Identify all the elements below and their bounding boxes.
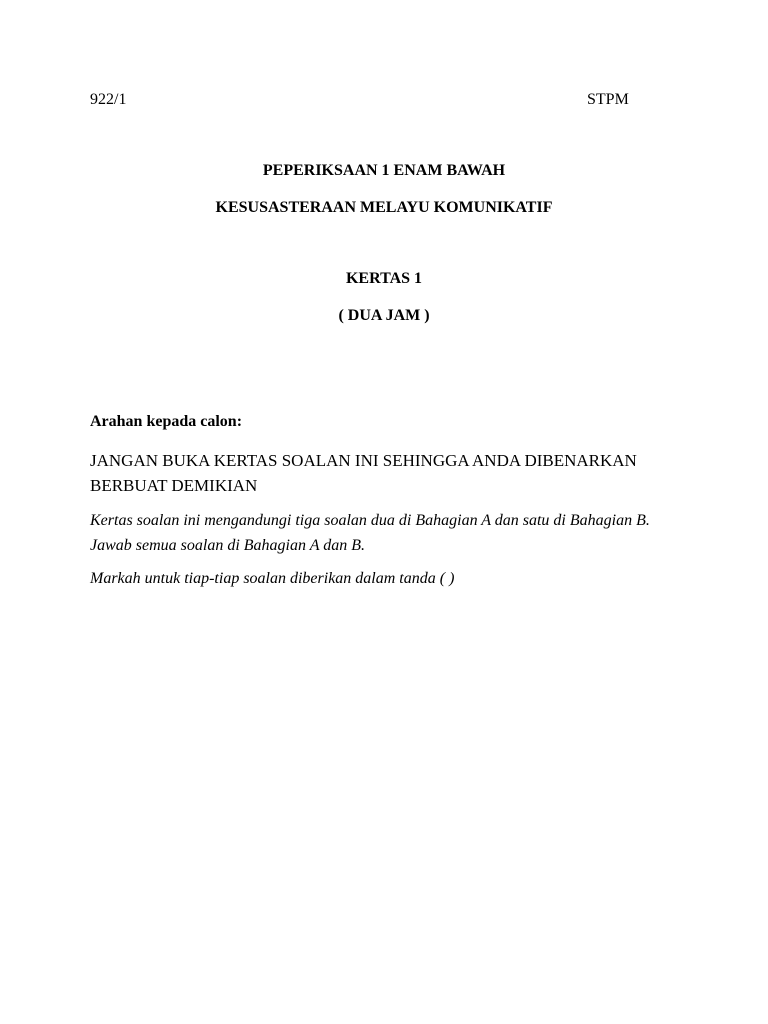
subject-title: KESUSASTERAAN MELAYU KOMUNIKATIF — [215, 199, 553, 216]
paper-number: KERTAS 1 — [345, 270, 423, 287]
exam-title: PEPERIKSAAN 1 ENAM BAWAH — [262, 162, 506, 179]
instructions-paragraph-sections: Kertas soalan ini mengandungi tiga soalan dua di Bahagian A dan satu di Bahagian B. Jawab semua soalan di Bahagian A dan B. — [90, 512, 650, 554]
instructions-paragraph-marks: Markah untuk tiap-tiap soalan diberikan dalam tanda ( ) — [90, 570, 455, 587]
instructions-warning: JANGAN BUKA KERTAS SOALAN INI SEHINGGA ANDA DIBENARKAN BERBUAT DEMIKIAN — [90, 451, 637, 495]
instructions-heading: Arahan kepada calon: — [90, 413, 243, 430]
exam-duration: ( DUA JAM ) — [338, 307, 430, 324]
exam-body: STPM — [587, 91, 629, 108]
paper-code: 922/1 — [90, 91, 127, 108]
